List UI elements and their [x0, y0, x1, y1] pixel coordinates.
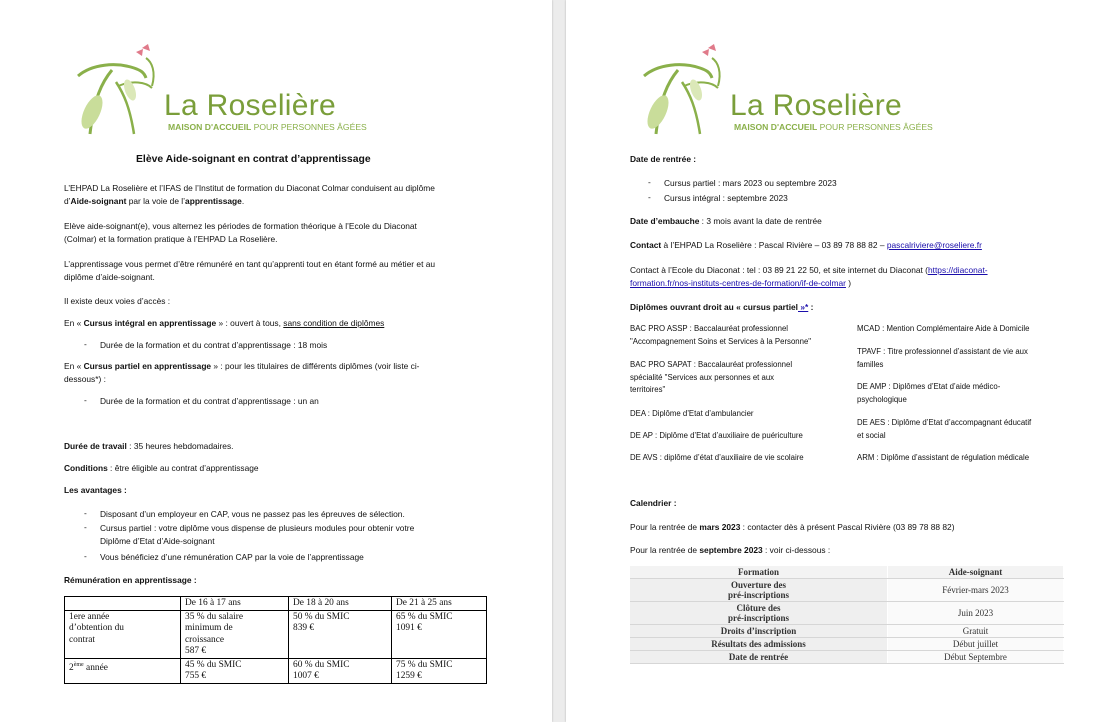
- document-page-right: [566, 0, 1116, 722]
- logo-name: La Roselière: [164, 89, 337, 122]
- diplome-item: MCAD : Mention Complémentaire Aide à Domicile: [857, 324, 1030, 333]
- rentree-integral: Cursus intégral : septembre 2023: [664, 193, 788, 203]
- duree-travail: Durée de travail : 35 heures hebdomadaires.: [64, 441, 234, 451]
- rentree-heading: Date de rentrée :: [630, 154, 697, 164]
- diaconat-link[interactable]: https://diaconat-: [927, 265, 988, 275]
- table-row: [630, 566, 1064, 579]
- table-header: Formation: [630, 566, 888, 579]
- table-cell: 1ere année d’obtention du contrat: [65, 611, 181, 659]
- bullet-dash: -: [648, 177, 651, 187]
- diplome-item: DE AMP : Diplômes d’Etat d’aide médico- psychologique: [857, 382, 1001, 404]
- logo-name: La Roselière: [730, 89, 903, 122]
- table-cell: Ouverture des pré-inscriptions: [630, 579, 888, 602]
- apprentissage-line-1: L’apprentissage vous permet d’être rémunéré en tant qu’apprenti tout en étant formé au métier et au: [64, 259, 436, 269]
- diplome-item: DE AES : Diplôme d’Etat d’accompagnant éducatif et social: [857, 418, 1032, 440]
- table-row: [65, 659, 487, 684]
- table-cell: Début juillet: [888, 638, 1064, 651]
- table-cell: Gratuit: [888, 625, 1064, 638]
- roseliere-logo: [72, 42, 367, 140]
- table-cell: Droits d’inscription: [630, 625, 888, 638]
- table-cell: 45 % du SMIC 755 €: [181, 659, 289, 684]
- cursus-integral: En « Cursus intégral en apprentissage » : ouvert à tous, sans condition de diplômes: [64, 318, 385, 328]
- table-cell: Clôture des pré-inscriptions: [630, 602, 888, 625]
- table-cell: 50 % du SMIC 839 €: [289, 611, 392, 659]
- diaconat-link[interactable]: formation.fr/nos-instituts-centres-de-formation/if-de-colmar: [630, 278, 846, 288]
- table-header: De 16 à 17 ans: [181, 597, 289, 611]
- diplome-item: DEA : Diplôme d’Etat d’ambulancier: [630, 409, 754, 418]
- cursus-partiel-line-2: dessous*) :: [64, 374, 106, 384]
- table-row: [630, 651, 1064, 664]
- alternance-line-2: (Colmar) et la formation pratique à l’EHPAD La Roselière.: [64, 234, 278, 244]
- table-row: [630, 579, 1064, 602]
- partiel-duree: Durée de la formation et du contrat d’apprentissage : un an: [100, 396, 319, 406]
- table-row: [630, 602, 1064, 625]
- rentree-mars: Pour la rentrée de mars 2023 : contacter dès à présent Pascal Rivière (03 89 78 88 82): [630, 522, 955, 532]
- table-cell: [65, 597, 181, 611]
- dancer-logo-icon: [638, 42, 738, 140]
- remuneration-heading: Rémunération en apprentissage :: [64, 575, 197, 585]
- intro-line-2: d’Aide-soignant par la voie de l’apprentissage.: [64, 196, 245, 206]
- table-cell: 60 % du SMIC 1007 €: [289, 659, 392, 684]
- table-row: [630, 638, 1064, 651]
- diplomes-heading: Diplômes ouvrant droit au « cursus partiel »* :: [630, 302, 814, 312]
- conditions: Conditions : être éligible au contrat d’apprentissage: [64, 463, 259, 473]
- diplome-item: ARM : Diplôme d’assistant de régulation médicale: [857, 453, 1030, 462]
- calendar-table: [630, 566, 1064, 664]
- integral-duree: Durée de la formation et du contrat d’apprentissage : 18 mois: [100, 340, 328, 350]
- intro-line-1: L’EHPAD La Roselière et l’IFAS de l’Institut de formation du Diaconat Colmar conduisent au diplôme: [64, 183, 435, 193]
- dancer-logo-icon: [72, 42, 172, 140]
- bullet-dash: -: [648, 192, 651, 202]
- table-cell: Début Septembre: [888, 651, 1064, 664]
- table-row: [630, 625, 1064, 638]
- avantage-3: Vous bénéficiez d’une rémunération CAP par la voie de l’apprentissage: [100, 552, 364, 562]
- contact-diaconat-line-2: formation.fr/nos-instituts-centres-de-formation/if-de-colmar ): [630, 278, 852, 288]
- bullet-dash: -: [84, 522, 87, 532]
- logo-subtitle: MAISON D'ACCUEIL POUR PERSONNES ÂGÉES: [168, 122, 367, 132]
- remuneration-table: [64, 596, 487, 684]
- roseliere-logo: [638, 42, 933, 140]
- diplome-item: DE AP : Diplôme d’Etat d’auxiliaire de puériculture: [630, 431, 803, 440]
- document-page-left: [0, 0, 552, 722]
- diplome-item: BAC PRO ASSP : Baccalauréat professionnel "Accompagnement Soins et Services à la Personne": [630, 324, 812, 346]
- bullet-dash: -: [84, 551, 87, 561]
- diplome-item: BAC PRO SAPAT : Baccalauréat professionnel spécialité "Services aux personnes et aux territoires": [630, 360, 793, 395]
- rentree-partiel: Cursus partiel : mars 2023 ou septembre 2023: [664, 178, 837, 188]
- diplome-item: TPAVF : Titre professionnel d’assistant de vie aux familles: [857, 347, 1028, 369]
- table-cell: Résultats des admissions: [630, 638, 888, 651]
- cursus-partiel: En « Cursus partiel en apprentissage » : pour les titulaires de différents diplômes (voir liste ci-: [64, 361, 420, 371]
- table-cell: Février-mars 2023: [888, 579, 1064, 602]
- avantage-2-line-1: Cursus partiel : votre diplôme vous dispense de plusieurs modules pour obtenir votre: [100, 523, 415, 533]
- table-header: Aide-soignant: [888, 566, 1064, 579]
- bullet-dash: -: [84, 508, 87, 518]
- calendrier-heading: Calendrier :: [630, 498, 677, 508]
- table-header: De 18 à 20 ans: [289, 597, 392, 611]
- table-cell: 35 % du salaire minimum de croissance 587 €: [181, 611, 289, 659]
- contact-diaconat-line-1: Contact à l’Ecole du Diaconat : tel : 03 89 21 22 50, et site internet du Diaconat (https://diaconat-: [630, 265, 988, 275]
- table-cell: Date de rentrée: [630, 651, 888, 664]
- avantage-2-line-2: Diplôme d’Etat d’Aide-soignant: [100, 536, 215, 546]
- email-link[interactable]: pascalriviere@roseliere.fr: [886, 240, 982, 250]
- logo-subtitle: MAISON D'ACCUEIL POUR PERSONNES ÂGÉES: [734, 122, 933, 132]
- table-row: [65, 597, 487, 611]
- date-embauche: Date d’embauche : 3 mois avant la date de rentrée: [630, 216, 822, 226]
- alternance-line-1: Elève aide-soignant(e), vous alternez les périodes de formation théorique à l’Ecole du Diaconat: [64, 221, 417, 231]
- table-cell: 65 % du SMIC 1091 €: [392, 611, 487, 659]
- diplome-item: DE AVS : diplôme d’état d’auxiliaire de vie scolaire: [630, 453, 804, 462]
- bullet-dash: -: [84, 395, 87, 405]
- table-cell: Juin 2023: [888, 602, 1064, 625]
- voies-acces: Il existe deux voies d’accès :: [64, 296, 171, 306]
- table-cell: 2ème année: [65, 659, 181, 684]
- table-row: [65, 611, 487, 659]
- contact-ehpad: Contact à l’EHPAD La Roselière : Pascal Rivière – 03 89 78 88 82 – pascalriviere@roseliere.fr: [630, 240, 982, 250]
- avantage-1: Disposant d’un employeur en CAP, vous ne passez pas les épreuves de sélection.: [100, 509, 405, 519]
- avantages-heading: Les avantages :: [64, 485, 127, 495]
- table-cell: 75 % du SMIC 1259 €: [392, 659, 487, 684]
- apprentissage-line-2: diplôme d’aide-soignant.: [64, 272, 155, 282]
- bullet-dash: -: [84, 339, 87, 349]
- page-title: Elève Aide-soignant en contrat d’apprentissage: [136, 154, 371, 165]
- rentree-septembre: Pour la rentrée de septembre 2023 : voir ci-dessous :: [630, 545, 831, 555]
- table-header: De 21 à 25 ans: [392, 597, 487, 611]
